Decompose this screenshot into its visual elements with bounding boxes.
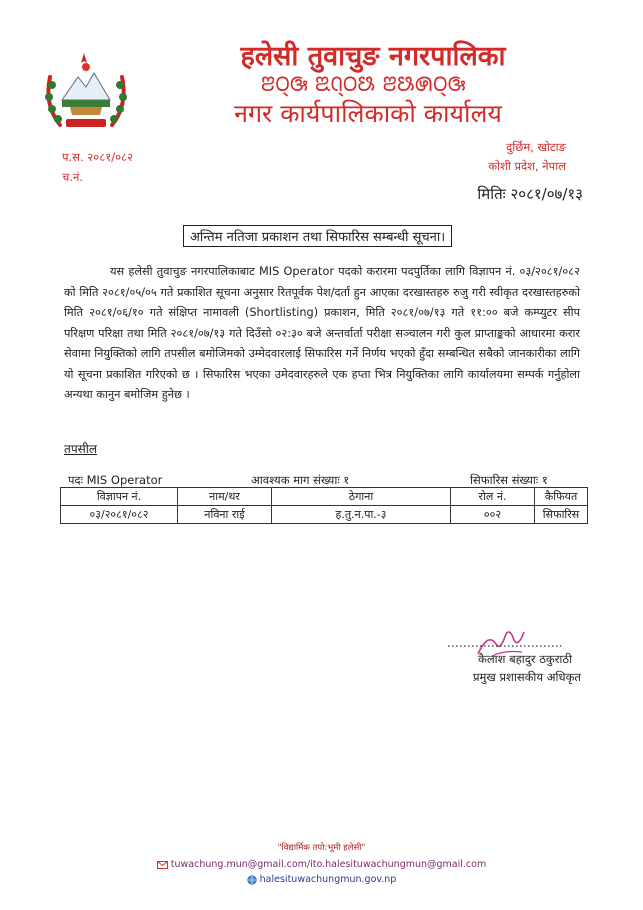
cell-name: नविना राई <box>178 506 272 524</box>
notice-body: यस हलेसी तुवाचुङ नगरपालिकाबाट MIS Operator पदको करारमा पदपुर्तिका लागि विज्ञापन नं. ०३/२०८१/०८२ को मिति २०८१/०५/०५ गते प्रकाशित सूचना अनुसार रितपूर्वक पेश/दर्ता हुन आएका दरखास्तहरु रुजु गरी स्वीकृत दरखास्तहरुको मिति २०८१/०६/१० गते संक्षिप्त नामावली (Shortlisting) प्रकाशन, मिति २०८१/०७/१३ गते ११:०० बजे कम्प्युटर सीप परिक्षण परिक्षा तथा मिति २०८१/०७/१३ गते दिउँसो ०२:३० बजे अन्तर्वार्ता परीक्षा सञ्चालन गरी कुल प्राप्ताङ्कको आधारमा करार सेवामा नियुक्तिको लागि तपसील बमोजिमको उम्मेदवारलाई सिफारिस गर्ने निर्णय भएको हुँदा सम्बन्धित सबैको जानकारीका लागि यो सूचना प्रकाशित गरिएको छ । सिफारिस भएका उमेदवारहरुले एक हप्ता भित्र नियुक्तिका लागि कार्यालयमा सम्पर्क गर्नुहोला अन्यथा कानुन बमोजिम हुनेछ । <box>64 265 580 401</box>
address-line-1: दुर्छिम, खोटाङ <box>506 140 566 154</box>
col-header-remarks: कैफियत <box>535 488 588 506</box>
table-header-row <box>61 488 588 506</box>
recommended-count-label: सिफारिस संख्याः १ <box>470 473 548 487</box>
letter-date: मितिः २०८१/०७/१३ <box>477 185 583 203</box>
reference-number: प.स. २०८१/०८२ <box>62 150 134 164</box>
nepal-emblem-logo <box>40 45 132 135</box>
details-heading: तपसील <box>64 442 98 456</box>
signature-dotted-line <box>448 644 563 648</box>
notice-subject: अन्तिम नतिजा प्रकाशन तथा सिफारिस सम्बन्धी सूचना। <box>183 225 452 247</box>
footer-website-line <box>0 874 643 885</box>
dispatch-number: च.नं. <box>62 170 83 184</box>
demand-count-label: आवश्यक माग संख्याः १ <box>251 473 350 487</box>
signatory-name: कैलाश बहादुर ठकुराठी <box>478 652 573 666</box>
footer-website: halesituwachungmun.gov.np <box>259 874 397 885</box>
col-header-address: ठेगाना <box>272 488 451 506</box>
cell-ad-no: ०३/२०८१/०८२ <box>61 506 178 524</box>
address-line-2: कोशी प्रदेश, नेपाल <box>488 159 566 173</box>
col-header-roll-no: रोल नं. <box>451 488 535 506</box>
cell-remarks: सिफारिस <box>535 506 588 524</box>
office-name: हलेसी तुवाचुङ नगरपालिका <box>240 41 506 72</box>
footer-motto: "विद्यार्मिक तपो:भूमी हलेसी" <box>277 843 366 853</box>
office-name-alt-script: ꢂꢝ꣄ꢑ ꢃꢡ꣄ꢝꢕ ꢂꢕꢍꢝ꣄ꢑ <box>260 72 466 97</box>
gmail-icon <box>157 861 168 869</box>
footer-email: tuwachung.mun@gmail.com/ito.halesituwachungmun@gmail.com <box>170 859 487 870</box>
recommendation-table <box>60 487 588 524</box>
signatory-title: प्रमुख प्रशासकीय अधिकृत <box>473 670 581 684</box>
cell-address: ह.तु.न.पा.-३ <box>272 506 451 524</box>
cell-roll-no: ००२ <box>451 506 535 524</box>
footer-email-line <box>0 859 643 870</box>
post-label: पदः MIS Operator <box>68 473 163 487</box>
table-row <box>61 506 588 524</box>
office-subtitle: नगर कार्यपालिकाको कार्यालय <box>234 99 502 128</box>
col-header-name: नाम/थर <box>178 488 272 506</box>
col-header-ad-no: विज्ञापन नं. <box>61 488 178 506</box>
globe-icon <box>247 875 257 885</box>
